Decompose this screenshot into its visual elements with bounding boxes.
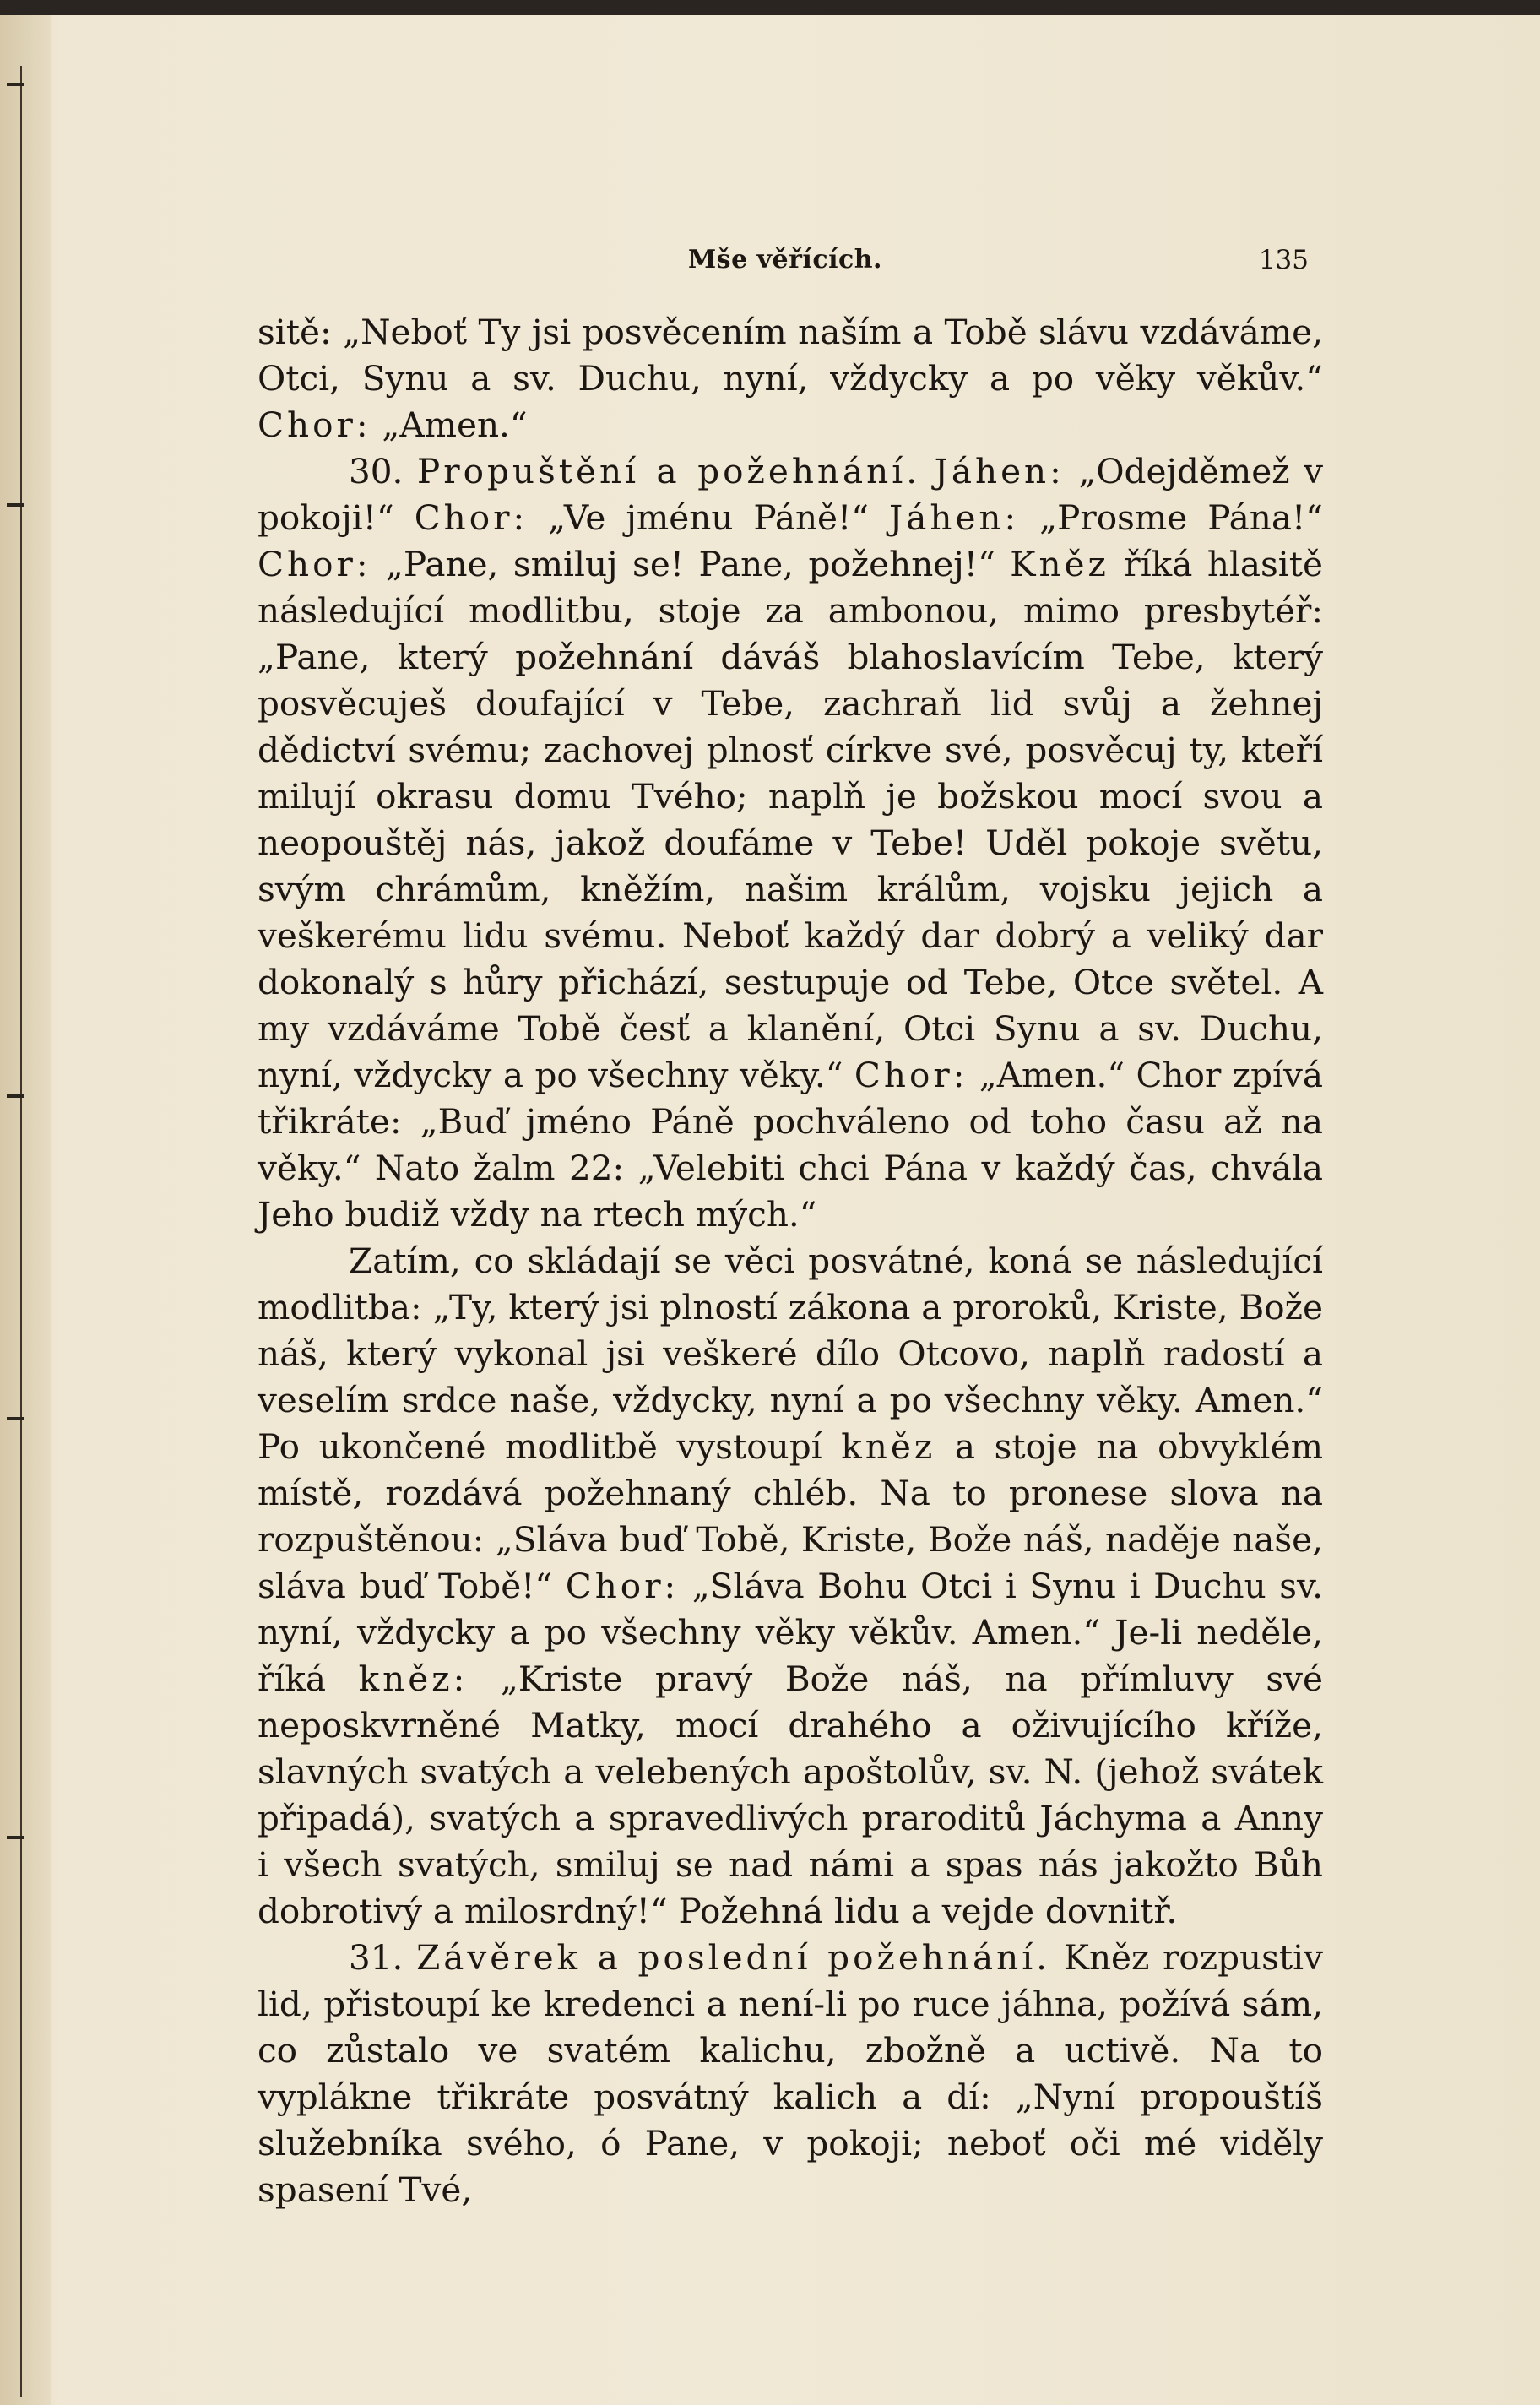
- running-head: Mše věřících.: [687, 245, 883, 274]
- spaced-term: Závěrek a poslední požehnání.: [416, 1937, 1051, 1978]
- text-run: „Ve jménu Páně!“: [528, 497, 889, 538]
- top-scan-edge: [0, 0, 1540, 15]
- binding-line: [20, 66, 22, 2397]
- text-run: „Amen.“: [371, 404, 528, 445]
- text-run: „Odejděmež v pokoji!“: [258, 451, 1323, 538]
- text-run: „Pane, smiluj se! Pane, požehnej!“: [371, 544, 1011, 584]
- body-text: [258, 309, 1323, 2213]
- spaced-term: Kněz: [1010, 544, 1109, 584]
- text-run: „Sláva Bohu Otci i Synu i Duchu sv. nyní, vždycky a po všechny věky věkův. Amen.“ Je-li neděle, říká: [258, 1566, 1323, 1699]
- spaced-term: Jáhen:: [934, 451, 1065, 491]
- spaced-term: Chor:: [565, 1566, 680, 1606]
- spaced-term: Chor:: [414, 497, 529, 538]
- spaced-term: Chor:: [258, 404, 371, 445]
- text-run: „Neboť Ty jsi posvěcením naším a Tobě slávu vzdáváme, Otci, Synu a sv. Duchu, nyní, vždycky a po věky věkův.“: [258, 312, 1324, 399]
- paragraph: [258, 1238, 1323, 1935]
- binding-mark: [7, 83, 24, 86]
- text-run: 30.: [349, 451, 417, 491]
- spaced-term: Chor:: [854, 1055, 968, 1095]
- text-run: a stoje na obvyklém místě, rozdává požehnaný chléb. Na to pronese slova na rozpuštěnou: „Sláva buď Tobě, Kriste, Bože náš, naděje naše, sláva buď Tobě!“: [258, 1426, 1323, 1606]
- text-run: „Amen.“ Chor zpívá třikráte: „Buď jméno Páně pochváleno od toho času až na věky.“ Nato žalm 22: „Velebiti chci Pána v každý čas, chvála Jeho budiž vždy na rtech mých.“: [258, 1055, 1323, 1235]
- binding-mark: [7, 1836, 24, 1839]
- paragraph: [258, 448, 1323, 1238]
- text-run: sitě:: [258, 312, 344, 352]
- book-binding: [0, 15, 51, 2405]
- binding-mark: [7, 503, 24, 507]
- text-run: „Kriste pravý Bože náš, na přímluvy své neposkvrněné Matky, mocí drahého a oživujícího kříže, slavných svatých a velebených apoštolův, sv. N. (jehož svátek připadá), svatých a spravedlivých praroditů Jáchyma a Anny i všech svatých, smiluj se nad námi a spas nás jakožto Bůh dobrotivý a milosrdný!“ Požehná lidu a vejde dovnitř.: [258, 1659, 1324, 1931]
- binding-mark: [7, 1417, 24, 1420]
- text-run: [920, 451, 935, 491]
- text-run: Kněz rozpustiv lid, přistoupí ke kredenci a není-li po ruce jáhna, požívá sám, co zůstalo ve svatém kalichu, zbožně a uctivě. Na to vyplákne třikráte posvátný kalich a dí: „Nyní propouštíš služebníka svého, ó Pane, v pokoji; neboť oči mé viděly spasení Tvé,: [258, 1937, 1323, 2210]
- text-run: říká hlasitě následující modlitbu, stoje za ambonou, mimo presbytéř: „Pane, který požehnání dáváš blahoslavícím Tebe, který posvěcuješ doufající v Tebe, zachraň lid svůj a žehnej dědictví svému; zachovej plnosť církve své, posvěcuj ty, kteří milují okrasu domu Tvého; naplň je božskou mocí svou a neopouštěj nás, jakož doufáme v Tebe! Uděl pokoje světu, svým chrámům, kněžím, našim králům, vojsku jejich a veškerému lidu svému. Neboť každý dar dobrý a veliký dar dokonalý s hůry přichází, sestupuje od Tebe, Otce světel. A my vzdáváme Tobě česť a klanění, Otci Synu a sv. Duchu, nyní, vždycky a po všechny věky.“: [258, 544, 1323, 1095]
- page-number: 135: [1258, 245, 1309, 275]
- spaced-term: kněz: [841, 1426, 936, 1467]
- binding-mark: [7, 1094, 24, 1098]
- text-run: „Prosme Pána!“: [1019, 497, 1323, 538]
- paragraph: [258, 1935, 1323, 2213]
- spaced-term: kněz:: [358, 1659, 469, 1699]
- spaced-term: Chor:: [258, 544, 371, 584]
- page-header: [262, 245, 1309, 287]
- text-run: 31.: [349, 1937, 417, 1978]
- spaced-term: Jáhen:: [888, 497, 1020, 538]
- text-run: Zatím, co skládají se věci posvátné, koná se následující modlitba: „Ty, který jsi plností zákona a proroků, Kriste, Bože náš, který vykonal jsi veškeré dílo Otcovo, naplň radostí a veselím srdce naše, vždycky, nyní a po všechny věky. Amen.“ Po ukončené modlitbě vystoupí: [258, 1241, 1323, 1467]
- paragraph: [258, 309, 1323, 448]
- spaced-term: Propuštění a požehnání.: [416, 451, 921, 491]
